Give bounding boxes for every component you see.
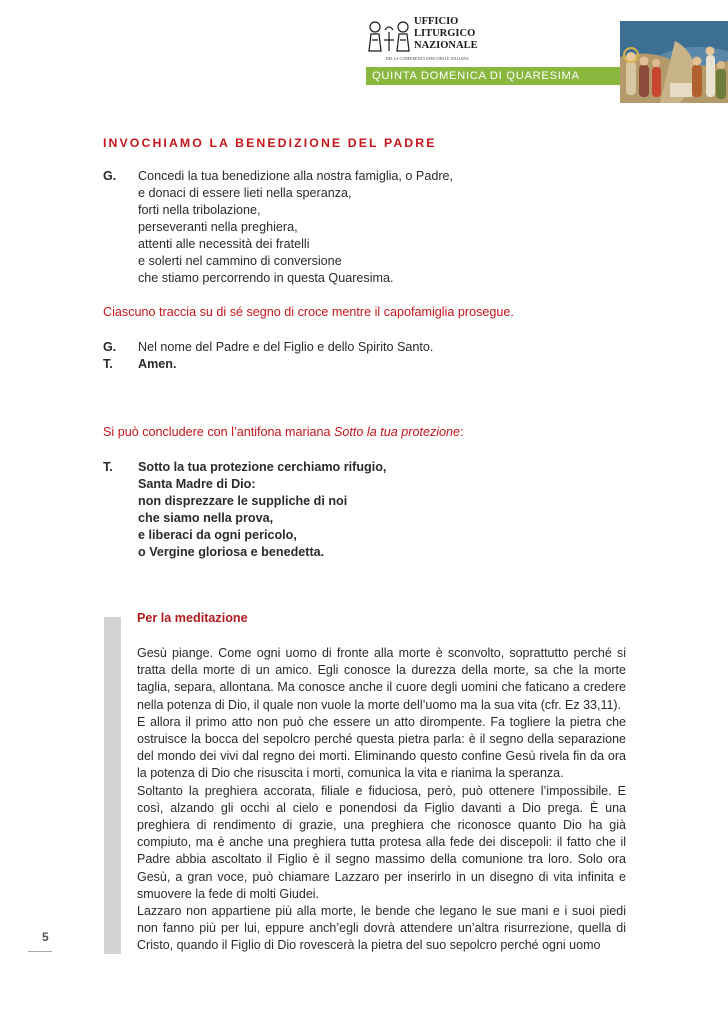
meditation-paragraph: E allora il primo atto non può che essere un atto dirompente. Fa togliere la pietra che ostruisce la bocca del sepolcro perché questa pietra parla: è il segno della separazione del mondo dei vivi dal regno dei morti. Eliminando questo confine Gesù rivela fin da ora la potenza di Dio che risuscita i morti, comunica la vita e rianima la speranza. bbox=[137, 714, 626, 781]
dialogue-line: Amen. bbox=[138, 357, 177, 371]
antiphon-line: che siamo nella prova, bbox=[138, 511, 274, 525]
blessing-line: attenti alle necessità dei fratelli bbox=[138, 237, 310, 251]
antiphon-title: Sotto la tua protezione bbox=[334, 425, 461, 439]
logo-emblem-icon bbox=[366, 18, 412, 54]
blessing-line: che stiamo percorrendo in questa Quaresima. bbox=[138, 271, 394, 285]
ufficio-liturgico-logo bbox=[366, 16, 482, 62]
meditation-side-bar bbox=[104, 617, 121, 954]
speaker-label: G. bbox=[103, 340, 117, 354]
blessing-line: perseveranti nella preghiera, bbox=[138, 220, 298, 234]
meditation-title: Per la meditazione bbox=[137, 611, 248, 625]
meditation-paragraph: Soltanto la preghiera accorata, filiale e fiduciosa, però, può ottenere l’impossibile. E così, alzando gli occhi al cielo e ponendosi da Figlio davanti a Dio prega. È una preghiera di rendimento di grazie, una preghiera che riconosce quanto Dio ha già compiuto, ma è anche una preghiera tutta protesa alla fede dei discepoli: il fatto che il Padre abbia ascoltato il Figlio è il segno massimo della comunione tra loro. Solo ora Gesù, a gran voce, può chiamare Lazzaro per inserirlo in un disegno di vita infinita e smuovere la fede di molti Giudei. bbox=[137, 783, 626, 901]
antiphon-line: Sotto la tua protezione cerchiamo rifugio, bbox=[138, 460, 387, 474]
page-number: 5 bbox=[42, 930, 49, 944]
meditation-paragraph: Lazzaro non appartiene più alla morte, le bende che legano le sue mani e i suoi piedi non fanno più per lui, eppure anch’egli dovrà attendere un’altra risurrezione, quella di Cristo, quando il Figlio di Dio rovescerà la pietra del suo sepolcro perché ogni uomo bbox=[137, 904, 626, 953]
speaker-label: T. bbox=[103, 357, 113, 371]
blessing-line: e donaci di essere lieti nella speranza, bbox=[138, 186, 352, 200]
blessing-line: e solerti nel cammino di conversione bbox=[138, 254, 342, 268]
footer-rule bbox=[28, 951, 52, 952]
logo-line-1: UFFICIO bbox=[414, 16, 459, 27]
logo-subtitle: DELLA CONFERENZA EPISCOPALE ITALIANA bbox=[386, 57, 469, 61]
antiphon-line: o Vergine gloriosa e benedetta. bbox=[138, 545, 325, 559]
rubric-text: Si può concludere con l’antifona mariana bbox=[103, 425, 335, 439]
meditation-body bbox=[137, 645, 626, 955]
antiphon-line: non disprezzare le suppliche di noi bbox=[138, 494, 348, 508]
rubric-marian-antiphon bbox=[103, 424, 464, 441]
blessing-line: forti nella tribolazione, bbox=[138, 203, 261, 217]
speaker-label: T. bbox=[103, 460, 113, 474]
rubric-sign-of-cross: Ciascuno traccia su di sé segno di croce mentre il capofamiglia prosegue. bbox=[103, 305, 514, 319]
antiphon-line: Santa Madre di Dio: bbox=[138, 477, 256, 491]
blessing-line: Concedi la tua benedizione alla nostra famiglia, o Padre, bbox=[138, 169, 454, 183]
rubric-colon: : bbox=[460, 425, 464, 439]
blessing-text bbox=[138, 168, 453, 287]
antiphon-line: e liberaci da ogni pericolo, bbox=[138, 528, 297, 542]
liturgical-day-banner: QUINTA DOMENICA DI QUARESIMA bbox=[366, 67, 620, 85]
dialogue-line: Nel nome del Padre e del Figlio e dello Spirito Santo. bbox=[138, 340, 434, 354]
logo-line-3: NAZIONALE bbox=[414, 40, 478, 51]
giotto-painting-image bbox=[620, 21, 728, 103]
logo-line-2: LITURGICO bbox=[414, 28, 476, 39]
speaker-label: G. bbox=[103, 169, 117, 183]
antiphon-text bbox=[138, 459, 386, 561]
meditation-paragraph: Gesù piange. Come ogni uomo di fronte alla morte è sconvolto, soprattutto perché si tratta della morte di un amico. Egli conosce la durezza della morte, sa che la morte taglia, separa, allontana. Ma conosce anche il cuore degli uomini che faticano a credere nella potenza di Dio, il quale non vuole la morte dell’uomo ma la sua vita (cfr. Ez 33,11). bbox=[137, 646, 626, 712]
section-title: INVOCHIAMO LA BENEDIZIONE DEL PADRE bbox=[103, 136, 437, 150]
